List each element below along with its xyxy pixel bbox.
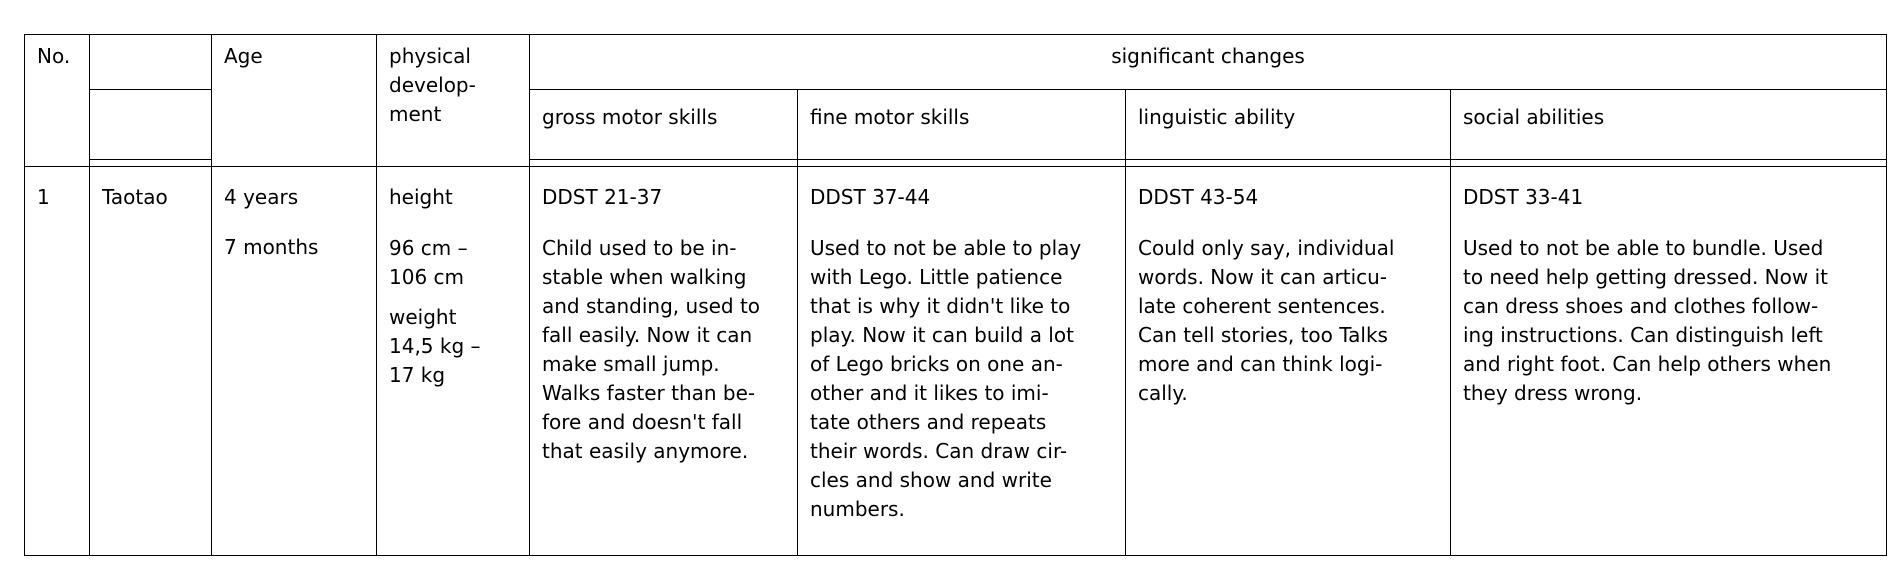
weight-label: weight — [389, 305, 457, 329]
header-physical-development — [377, 35, 530, 167]
header-name-sub — [90, 90, 212, 160]
gross-line: stable when walking — [542, 265, 747, 289]
fine-line: other and it likes to imi- — [810, 381, 1049, 405]
linguistic-line: more and can think logi- — [1138, 352, 1383, 376]
cell-fine-motor — [798, 167, 1126, 556]
age-years: 4 years — [224, 185, 299, 209]
header-age: Age — [212, 35, 377, 167]
social-line: to need help getting dressed. Now it — [1463, 265, 1828, 289]
header-name — [90, 35, 212, 90]
header-gross-motor: gross motor skills — [530, 90, 798, 160]
cell-linguistic — [1126, 167, 1451, 556]
fine-line: tate others and repeats — [810, 410, 1047, 434]
fine-code: DDST 37-44 — [810, 185, 931, 209]
header-physical-line: physical — [389, 44, 471, 68]
fine-line: play. Now it can build a lot — [810, 323, 1074, 347]
fine-line: numbers. — [810, 497, 905, 521]
social-line: Used to not be able to bundle. Used — [1463, 236, 1824, 260]
height-label: height — [389, 185, 453, 209]
header-no: No. — [25, 35, 90, 167]
fine-line: Used to not be able to play — [810, 236, 1082, 260]
header-physical-line: ment — [389, 102, 442, 126]
header-linguistic: linguistic ability — [1126, 90, 1451, 160]
gap-cell — [798, 160, 1126, 167]
cell-physical — [377, 167, 530, 556]
header-significant-changes: significant changes — [530, 35, 1887, 90]
gap-cell — [530, 160, 798, 167]
development-table-wrapper — [24, 34, 1886, 556]
development-table — [24, 34, 1887, 556]
social-line: can dress shoes and clothes follow- — [1463, 294, 1819, 318]
weight-value: 14,5 kg – — [389, 334, 481, 358]
gross-code: DDST 21-37 — [542, 185, 663, 209]
gross-line: make small jump. — [542, 352, 720, 376]
header-social: social abilities — [1451, 90, 1887, 160]
social-line: they dress wrong. — [1463, 381, 1643, 405]
fine-line: of Lego bricks on one an- — [810, 352, 1063, 376]
header-row-1 — [25, 35, 1887, 90]
cell-social — [1451, 167, 1887, 556]
fine-line: their words. Can draw cir- — [810, 439, 1068, 463]
fine-line: with Lego. Little patience — [810, 265, 1063, 289]
gross-line: and standing, used to — [542, 294, 761, 318]
linguistic-line: cally. — [1138, 381, 1188, 405]
height-value: 106 cm — [389, 265, 465, 289]
gross-line: fall easily. Now it can — [542, 323, 753, 347]
linguistic-line: Could only say, individual — [1138, 236, 1395, 260]
cell-name: Taotao — [90, 167, 212, 556]
age-months: 7 months — [224, 235, 319, 259]
linguistic-code: DDST 43-54 — [1138, 185, 1259, 209]
gross-line: Child used to be in- — [542, 236, 737, 260]
gap-cell — [1126, 160, 1451, 167]
height-value: 96 cm – — [389, 236, 468, 260]
fine-line: that is why it didn't like to — [810, 294, 1071, 318]
header-fine-motor: fine motor skills — [798, 90, 1126, 160]
gap-cell — [1451, 160, 1887, 167]
gross-line: that easily anymore. — [542, 439, 749, 463]
cell-no: 1 — [25, 167, 90, 556]
weight-value: 17 kg — [389, 363, 446, 387]
social-line: and right foot. Can help others when — [1463, 352, 1832, 376]
gross-line: fore and doesn't fall — [542, 410, 743, 434]
cell-gross-motor — [530, 167, 798, 556]
fine-line: cles and show and write — [810, 468, 1052, 492]
table-row — [25, 167, 1887, 556]
linguistic-line: Can tell stories, too Talks — [1138, 323, 1388, 347]
header-physical-line: develop- — [389, 73, 476, 97]
gap-cell — [90, 160, 212, 167]
gross-line: Walks faster than be- — [542, 381, 756, 405]
social-code: DDST 33-41 — [1463, 185, 1584, 209]
linguistic-line: words. Now it can articu- — [1138, 265, 1388, 289]
social-line: ing instructions. Can distinguish left — [1463, 323, 1823, 347]
linguistic-line: late coherent sentences. — [1138, 294, 1386, 318]
cell-age — [212, 167, 377, 556]
